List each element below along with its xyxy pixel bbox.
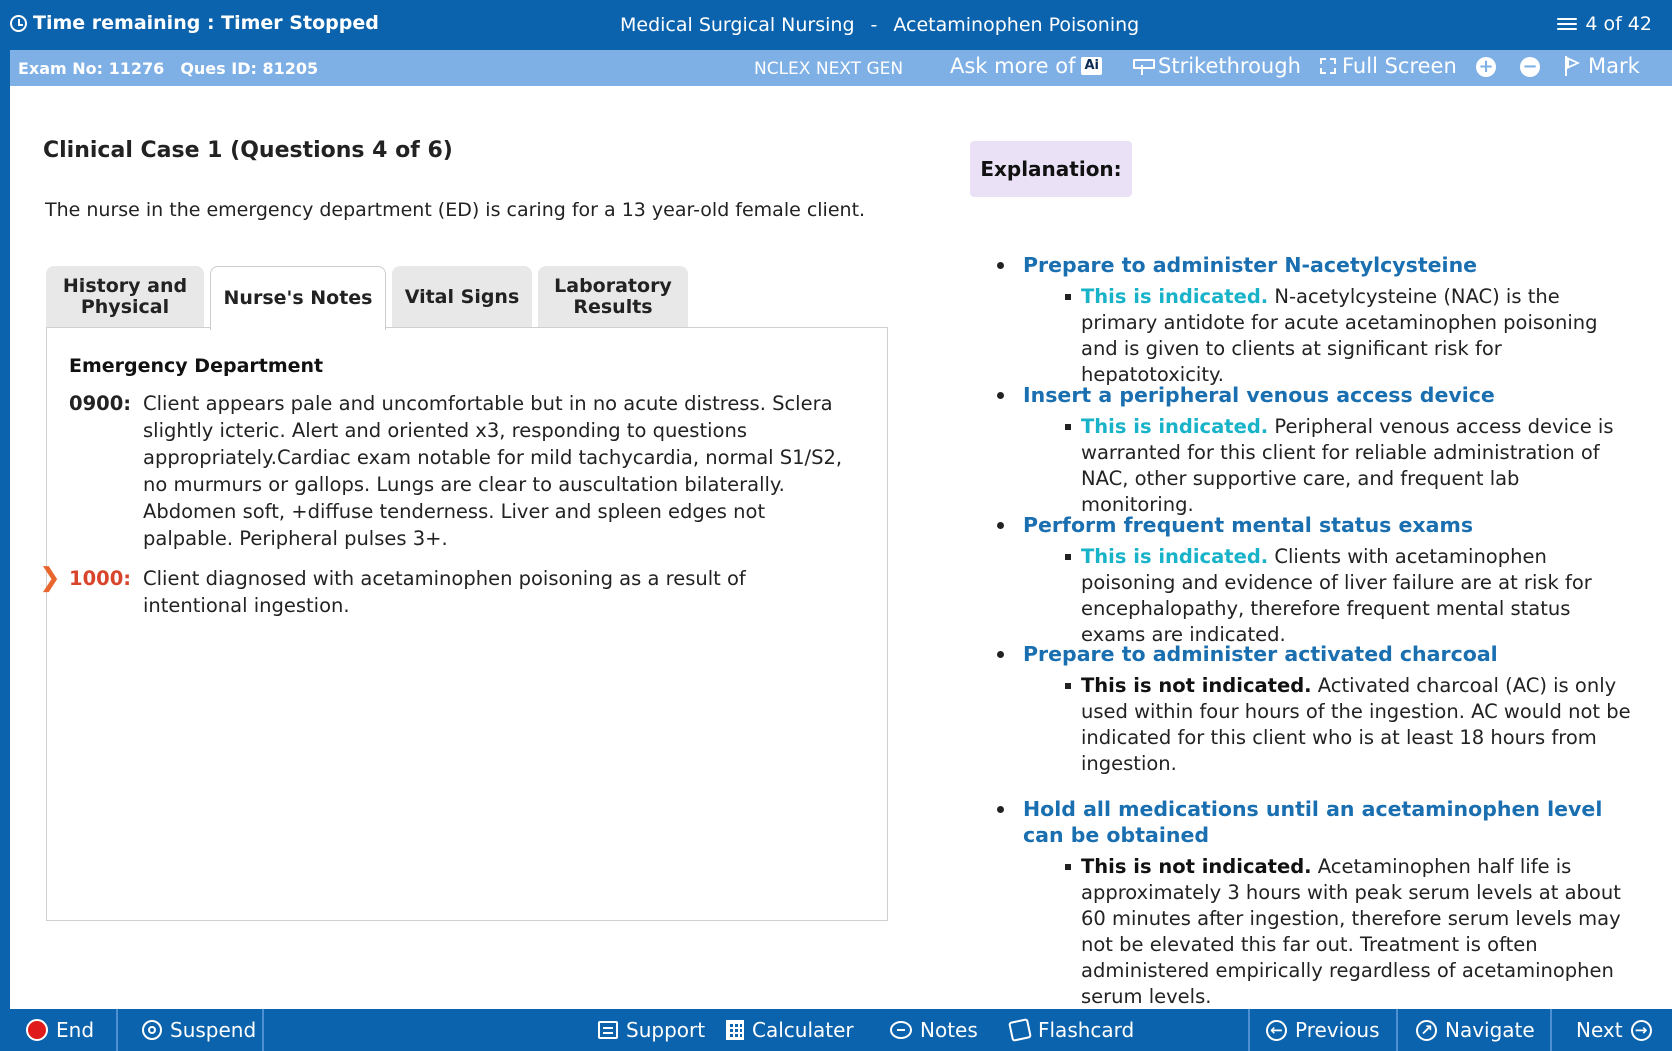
nclex-text: NCLEX NEXT GEN — [754, 59, 904, 79]
strikethrough-button[interactable] — [1132, 54, 1301, 78]
main-content — [10, 86, 1672, 1009]
verdict: This is indicated. — [1081, 545, 1269, 568]
rationale-text: N-acetylcysteine (NAC) is the primary antidote for acute acetaminophen poisoning and is given to clients at significant risk for hepatotoxicity. — [1081, 285, 1598, 386]
tab-label: Vital Signs — [404, 285, 520, 308]
divider — [262, 1009, 264, 1051]
clock-icon — [10, 15, 27, 32]
option-heading: Insert a peripheral venous access device — [995, 382, 1635, 408]
note-time: 1000: — [69, 567, 132, 590]
arrow-left-icon: ← — [1266, 1020, 1287, 1041]
full-screen-icon — [1320, 58, 1336, 74]
end-label: End — [56, 1018, 95, 1042]
suspend-label: Suspend — [170, 1018, 257, 1042]
note-text: Client appears pale and uncomfortable but in no acute distress. Sclera slightly icteric. Alert and oriented x3, responding to questions appropriately.Cardiac exam notable for mild tachycardia, normal S1/S2, no murmurs or gallops. Lungs are clear to auscultation bilaterally. Abdomen soft, +diffuse tenderness. Liver and spleen edges not palpable. Peripheral pulses 3+. — [143, 392, 843, 550]
strikethrough-label: Strikethrough — [1158, 54, 1301, 78]
topic-title: Acetaminophen Poisoning — [893, 14, 1140, 36]
option-rationale — [1081, 544, 1635, 648]
option-rationale — [1081, 284, 1635, 388]
option-heading: Prepare to administer N-acetylcysteine — [995, 252, 1635, 278]
timer-text: Time remaining : Timer Stopped — [33, 12, 379, 34]
support-label: Support — [626, 1018, 706, 1042]
flashcard-button[interactable] — [1010, 1018, 1134, 1042]
previous-button[interactable] — [1266, 1018, 1380, 1042]
case-intro: The nurse in the emergency department (ED) is caring for a 13 year-old female client. — [45, 199, 866, 221]
option-rationale — [1081, 673, 1635, 777]
tab-history-physical[interactable] — [46, 266, 204, 328]
suspend-icon — [142, 1020, 162, 1040]
rationale-text: Clients with acetaminophen poisoning and evidence of liver failure are at risk for encephalopathy, therefore frequent mental status exams are indicated. — [1081, 545, 1592, 646]
zoom-out-button[interactable] — [1520, 57, 1540, 77]
full-screen-label: Full Screen — [1342, 54, 1457, 78]
full-screen-button[interactable] — [1320, 54, 1457, 78]
option-heading: Perform frequent mental status exams — [995, 512, 1635, 538]
calculator-label: Calculater — [752, 1018, 854, 1042]
divider — [1396, 1009, 1398, 1051]
flashcard-icon — [1008, 1018, 1032, 1042]
previous-label: Previous — [1295, 1018, 1380, 1042]
notes-label: Notes — [920, 1018, 978, 1042]
rationale-text: Acetaminophen half life is approximately 3 hours with peak serum levels at about 60 minutes after ingestion, therefore serum levels may not be elevated this far out. Treatment is often administered empirically regardless of acetaminophen serum levels. — [1081, 855, 1621, 1008]
zoom-in-button[interactable] — [1476, 57, 1496, 77]
mark-label: Mark — [1588, 54, 1640, 78]
calculator-icon — [726, 1020, 744, 1040]
toolbar — [354, 50, 1672, 86]
nurses-notes-panel — [39, 327, 888, 921]
divider — [116, 1009, 118, 1051]
ask-ai-button[interactable] — [950, 54, 1102, 78]
plus-icon[interactable]: + — [1476, 57, 1496, 77]
option-rationale — [1081, 414, 1635, 518]
tab-label: History and Physical — [62, 275, 188, 318]
compass-icon: ↗ — [1416, 1020, 1437, 1041]
divider — [1248, 1009, 1250, 1051]
support-button[interactable] — [598, 1018, 705, 1042]
explanation-item — [995, 641, 1635, 777]
option-rationale — [1081, 854, 1635, 1010]
option-heading: Hold all medications until an acetaminophen level can be obtained — [995, 796, 1635, 848]
list-icon[interactable] — [1557, 17, 1577, 31]
suspend-button[interactable] — [142, 1018, 256, 1042]
verdict: This is not indicated. — [1081, 674, 1312, 697]
nclex-label — [754, 59, 903, 79]
divider — [1550, 1009, 1552, 1051]
question-id: Ques ID: 81205 — [180, 58, 319, 78]
explanation-item — [995, 796, 1635, 1010]
support-icon — [598, 1021, 618, 1039]
explanation-item — [995, 512, 1635, 648]
chevron-right-icon: ❯ — [39, 563, 61, 593]
note-time: 0900: — [69, 392, 132, 415]
strikethrough-icon — [1132, 56, 1152, 76]
rationale-text: Activated charcoal (AC) is only used within four hours of the ingestion. AC would not be indicated for this client who is at least 18 hours from ingestion. — [1081, 674, 1631, 775]
tab-label: Nurse's Notes — [223, 287, 373, 309]
subject-title: Medical Surgical Nursing — [620, 14, 855, 36]
tab-laboratory-results[interactable] — [538, 266, 688, 328]
arrow-right-icon: → — [1631, 1020, 1652, 1041]
tab-nurses-notes[interactable] — [210, 266, 386, 330]
verdict: This is indicated. — [1081, 415, 1269, 438]
flashcard-label: Flashcard — [1038, 1018, 1135, 1042]
question-counter-text: 4 of 42 — [1585, 13, 1652, 35]
note-text: Client diagnosed with acetaminophen poisoning as a result of intentional ingestion. — [143, 567, 746, 617]
top-header — [0, 0, 1672, 50]
verdict: This is indicated. — [1081, 285, 1269, 308]
case-title: Clinical Case 1 (Questions 4 of 6) — [43, 138, 453, 163]
calculator-button[interactable] — [726, 1018, 854, 1042]
stop-icon — [26, 1019, 48, 1041]
tab-label: Laboratory Results — [554, 275, 672, 318]
exam-title — [620, 14, 1139, 36]
option-heading: Prepare to administer activated charcoal — [995, 641, 1635, 667]
notes-icon — [890, 1021, 912, 1039]
question-counter[interactable] — [1557, 13, 1652, 35]
bottom-toolbar — [0, 1009, 1672, 1051]
mark-button[interactable] — [1564, 54, 1640, 78]
explanation-item — [995, 382, 1635, 518]
notes-button[interactable] — [890, 1018, 978, 1042]
exam-info-bar — [10, 50, 354, 86]
navigate-label: Navigate — [1445, 1018, 1535, 1042]
flag-icon — [1564, 56, 1582, 76]
exam-number: Exam No: 11276 — [18, 58, 165, 78]
end-button[interactable] — [26, 1018, 94, 1042]
navigate-button[interactable] — [1416, 1018, 1535, 1042]
minus-icon[interactable]: − — [1520, 57, 1540, 77]
title-separator: - — [870, 14, 878, 36]
verdict: This is not indicated. — [1081, 855, 1312, 878]
section-title: Emergency Department — [69, 355, 324, 377]
ask-more-label: Ask more of — [950, 54, 1076, 78]
ai-icon: Ai — [1081, 57, 1102, 75]
next-label: Next — [1576, 1018, 1623, 1042]
rationale-text: Peripheral venous access device is warranted for this client for reliable administration of NAC, other supportive care, and frequent lab monitoring. — [1081, 415, 1614, 516]
timer — [10, 12, 379, 34]
explanation-label: Explanation: — [970, 141, 1132, 197]
next-button[interactable] — [1576, 1018, 1652, 1042]
explanation-item — [995, 252, 1635, 388]
tab-vital-signs[interactable] — [392, 266, 532, 328]
